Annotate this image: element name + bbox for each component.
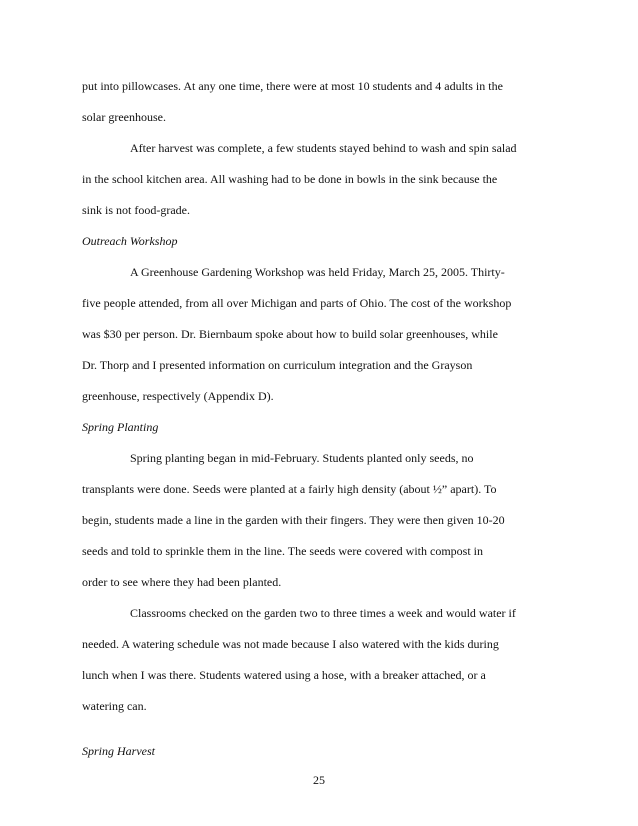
section-heading-spring-planting: Spring Planting bbox=[82, 420, 159, 434]
body-line: transplants were done. Seeds were planted at a fairly high density (about ½” apart). To bbox=[82, 482, 497, 496]
body-line: was $30 per person. Dr. Biernbaum spoke about how to build solar greenhouses, while bbox=[82, 327, 498, 341]
body-line: solar greenhouse. bbox=[82, 110, 166, 124]
body-line: watering can. bbox=[82, 699, 147, 713]
body-line: in the school kitchen area. All washing had to be done in bowls in the sink because the bbox=[82, 172, 498, 186]
body-line: seeds and told to sprinkle them in the line. The seeds were covered with compost in bbox=[82, 544, 484, 558]
body-line: greenhouse, respectively (Appendix D). bbox=[82, 389, 274, 403]
body-line: lunch when I was there. Students watered using a hose, with a breaker attached, or a bbox=[82, 668, 486, 682]
paragraph-start-line: After harvest was complete, a few students stayed behind to wash and spin salad bbox=[130, 141, 517, 155]
page-number: 25 bbox=[313, 773, 325, 787]
body-line: needed. A watering schedule was not made because I also watered with the kids during bbox=[82, 637, 499, 651]
paragraph-start-line: Spring planting began in mid-February. Students planted only seeds, no bbox=[130, 451, 474, 465]
paragraph-start-line: Classrooms checked on the garden two to three times a week and would water if bbox=[130, 606, 516, 620]
body-line: Dr. Thorp and I presented information on curriculum integration and the Grayson bbox=[82, 358, 473, 372]
section-heading-outreach-workshop: Outreach Workshop bbox=[82, 234, 178, 248]
body-line: sink is not food-grade. bbox=[82, 203, 190, 217]
body-line: begin, students made a line in the garden with their fingers. They were then given 10-20 bbox=[82, 513, 505, 527]
section-heading-spring-harvest: Spring Harvest bbox=[82, 744, 155, 758]
paragraph-start-line: A Greenhouse Gardening Workshop was held Friday, March 25, 2005. Thirty- bbox=[130, 265, 505, 279]
body-line: five people attended, from all over Michigan and parts of Ohio. The cost of the workshop bbox=[82, 296, 512, 310]
body-line: put into pillowcases. At any one time, there were at most 10 students and 4 adults in the bbox=[82, 79, 503, 93]
body-line: order to see where they had been planted. bbox=[82, 575, 282, 589]
